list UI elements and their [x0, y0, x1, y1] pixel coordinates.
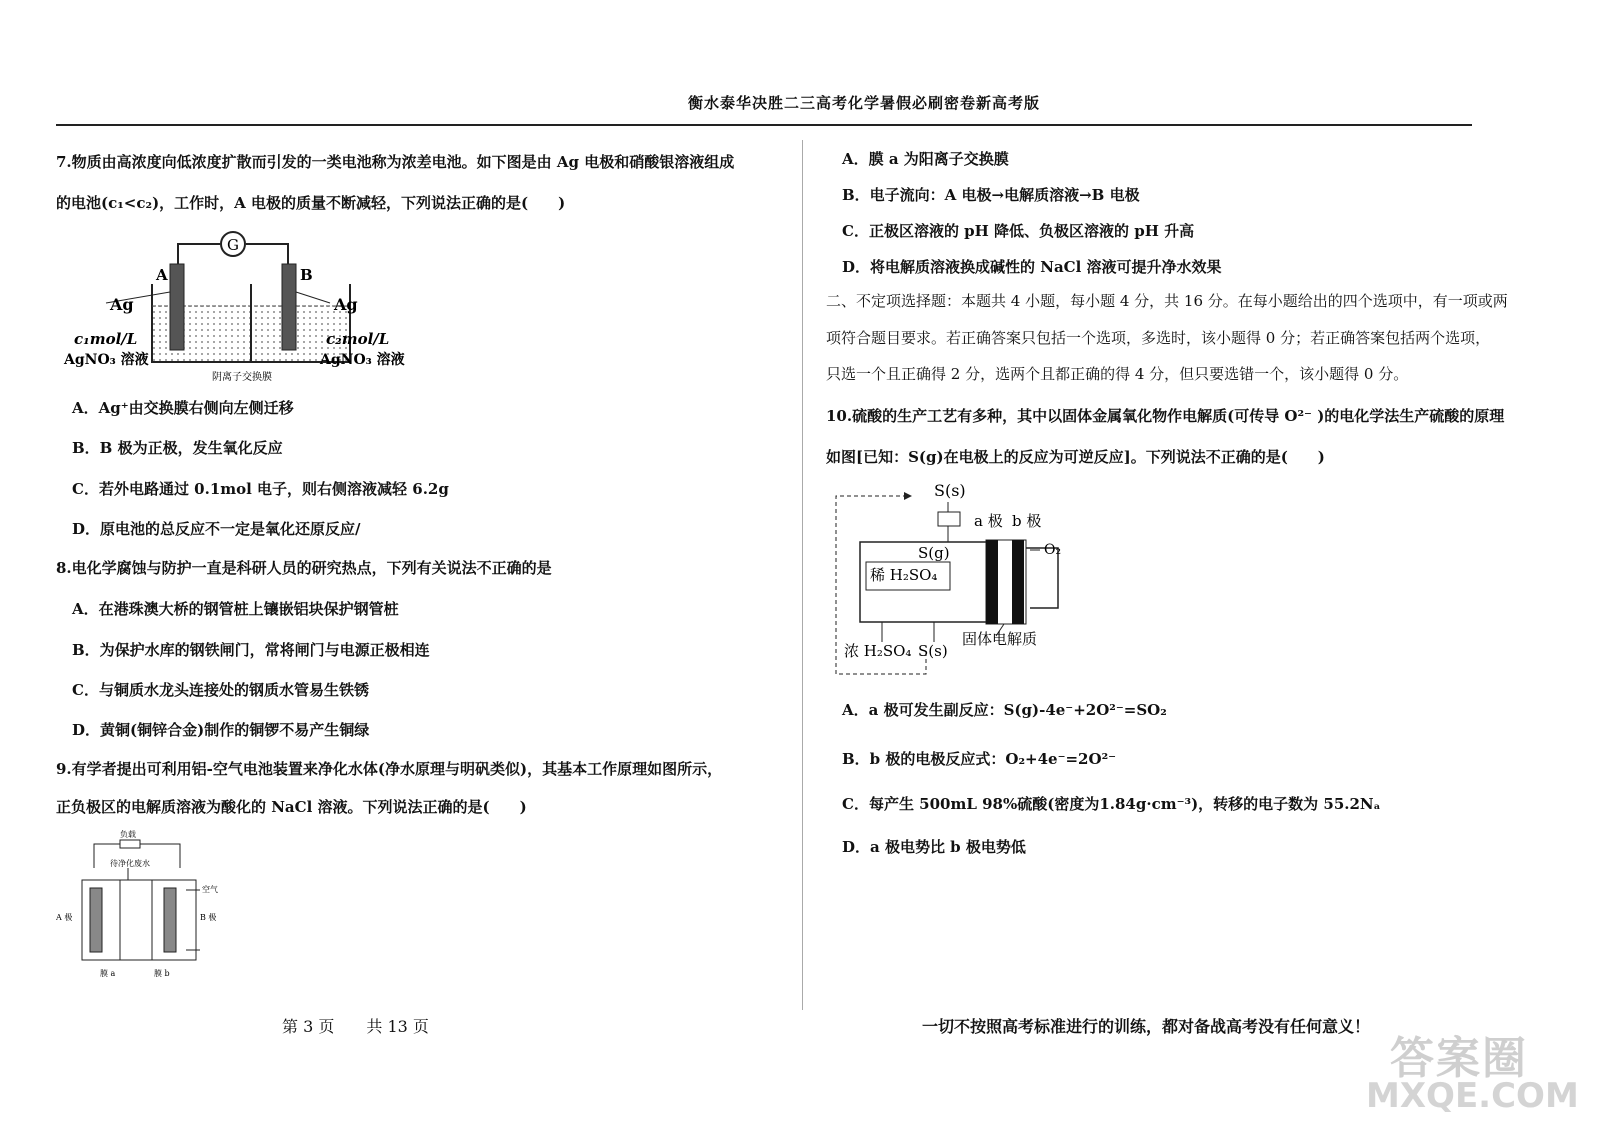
- q10-option-b[interactable]: B．b 极的电极反应式：O₂+4e⁻=2O²⁻: [842, 750, 1117, 768]
- air-label: 空气: [202, 885, 218, 894]
- conc-h2so4-label: 浓 H₂SO₄: [844, 642, 912, 660]
- left-metal-label: Ag: [110, 295, 134, 314]
- q9-al-air-cell-figure: [56, 828, 236, 980]
- q10-option-c[interactable]: C．每产生 500mL 98%硫酸(密度为1.84g·cm⁻³)，转移的电子数为 55.2Nₐ: [842, 795, 1381, 813]
- q10-sulfuric-acid-cell-figure: [826, 478, 1096, 690]
- watermark-url: MXQE.COM: [1366, 1076, 1579, 1116]
- b-electrode-label: B 极: [200, 913, 217, 922]
- solid-electrolyte-label: 固体电解质: [962, 630, 1038, 648]
- membrane-label: 阴离子交换膜: [212, 372, 272, 383]
- s-gas-label: S(g): [918, 544, 950, 562]
- q9-option-b[interactable]: B．电子流向：A 电极→电解质溶液→B 电极: [842, 186, 1140, 204]
- electrode-b-label: B: [300, 266, 313, 284]
- dilute-h2so4-label: 稀 H₂SO₄: [870, 566, 938, 584]
- q7-option-a[interactable]: A．Ag⁺由交换膜右侧向左侧迁移: [72, 399, 294, 417]
- q10-stem-line2: 如图[已知：S(g)在电极上的反应为可逆反应]。下列说法不正确的是( ): [826, 448, 1325, 466]
- q7-option-c[interactable]: C．若外电路通过 0.1mol 电子，则右侧溶液减轻 6.2g: [72, 480, 449, 498]
- q9-option-c[interactable]: C．正极区溶液的 pH 降低、负极区溶液的 pH 升高: [842, 222, 1195, 240]
- right-metal-label: Ag: [334, 295, 358, 314]
- column-divider: [802, 140, 803, 1010]
- q9-option-d[interactable]: D．将电解质溶液换成碱性的 NaCl 溶液可提升净水效果: [842, 258, 1222, 276]
- q8-stem: 8.电化学腐蚀与防护一直是科研人员的研究热点，下列有关说法不正确的是: [56, 559, 552, 577]
- q7-option-b[interactable]: B．B 极为正极，发生氧化反应: [72, 439, 283, 457]
- watermark-logo: 答案圈: [1390, 1033, 1528, 1084]
- section2-instructions-line3: 只选一个且正确得 2 分，选两个且都正确的得 4 分，但只要选错一个，该小题得 0 分。: [826, 365, 1409, 383]
- left-solution-label: AgNO₃ 溶液: [64, 352, 149, 368]
- q9-stem-line2: 正负极区的电解质溶液为酸化的 NaCl 溶液。下列说法正确的是( ): [56, 798, 527, 816]
- header-title: 衡水泰华决胜二三高考化学暑假必刷密卷新高考版: [688, 94, 1041, 112]
- q8-option-d[interactable]: D．黄铜(铜锌合金)制作的铜锣不易产生铜绿: [72, 721, 370, 739]
- q10-option-a[interactable]: A．a 极可发生副反应：S(g)-4e⁻+2O²⁻=SO₂: [842, 701, 1167, 719]
- header-rule: [56, 124, 1472, 126]
- o2-label: O₂: [1044, 542, 1062, 558]
- section2-instructions-line1: 二、不定项选择题：本题共 4 小题，每小题 4 分，共 16 分。在每小题给出的四个选项中，有一项或两: [826, 292, 1508, 310]
- left-concentration-label: c₁mol/L: [74, 330, 138, 348]
- s-solid-bottom-label: S(s): [918, 642, 948, 660]
- right-solution-label: AgNO₃ 溶液: [320, 352, 405, 368]
- a-electrode-label: A 极: [56, 913, 73, 922]
- s-solid-top-label: S(s): [934, 481, 966, 500]
- q8-option-b[interactable]: B．为保护水库的钢铁闸门，常将闸门与电源正极相连: [72, 641, 430, 659]
- galvanometer-label: G: [227, 236, 239, 254]
- footer-motto: 一切不按照高考标准进行的训练，都对备战高考没有任何意义！: [922, 1017, 1371, 1036]
- q10-stem-line1: 10.硫酸的生产工艺有多种，其中以固体金属氧化物作电解质(可传导 O²⁻ )的电化学法生产硫酸的原理: [826, 407, 1505, 425]
- membrane-a-label: 膜 a: [100, 969, 116, 978]
- q9-stem-line1: 9.有学者提出可利用铝-空气电池装置来净化水体(净水原理与明矾类似)，其基本工作原理如图所示，: [56, 760, 723, 778]
- q8-option-a[interactable]: A．在港珠澳大桥的钢管桩上镶嵌铝块保护钢管桩: [72, 600, 399, 618]
- q8-option-c[interactable]: C．与铜质水龙头连接处的钢质水管易生铁锈: [72, 681, 369, 699]
- membrane-b-label: 膜 b: [154, 969, 170, 978]
- load-label: 负载: [120, 830, 136, 839]
- water-label: 待净化废水: [110, 859, 150, 868]
- q9-option-a[interactable]: A．膜 a 为阳离子交换膜: [842, 150, 1009, 168]
- a-pole-label: a 极: [974, 512, 1003, 530]
- q7-stem-line2: 的电池(c₁<c₂)，工作时，A 电极的质量不断减轻，下列说法正确的是( ): [56, 194, 566, 212]
- page-number: 第 3 页 共 13 页: [282, 1017, 429, 1036]
- section2-instructions-line2: 项符合题目要求。若正确答案只包括一个选项，多选时，该小题得 0 分；若正确答案包括两个选项，: [826, 329, 1491, 347]
- b-pole-label: b 极: [1012, 512, 1042, 530]
- right-concentration-label: c₂mol/L: [326, 330, 390, 348]
- q7-option-d[interactable]: D．原电池的总反应不一定是氧化还原反应/: [72, 520, 361, 538]
- q7-concentration-cell-figure: [56, 226, 416, 388]
- electrode-a-label: A: [156, 266, 168, 284]
- q7-stem-line1: 7.物质由高浓度向低浓度扩散而引发的一类电池称为浓差电池。如下图是由 Ag 电极和硝酸银溶液组成: [56, 153, 735, 171]
- q10-option-d[interactable]: D．a 极电势比 b 极电势低: [842, 838, 1026, 856]
